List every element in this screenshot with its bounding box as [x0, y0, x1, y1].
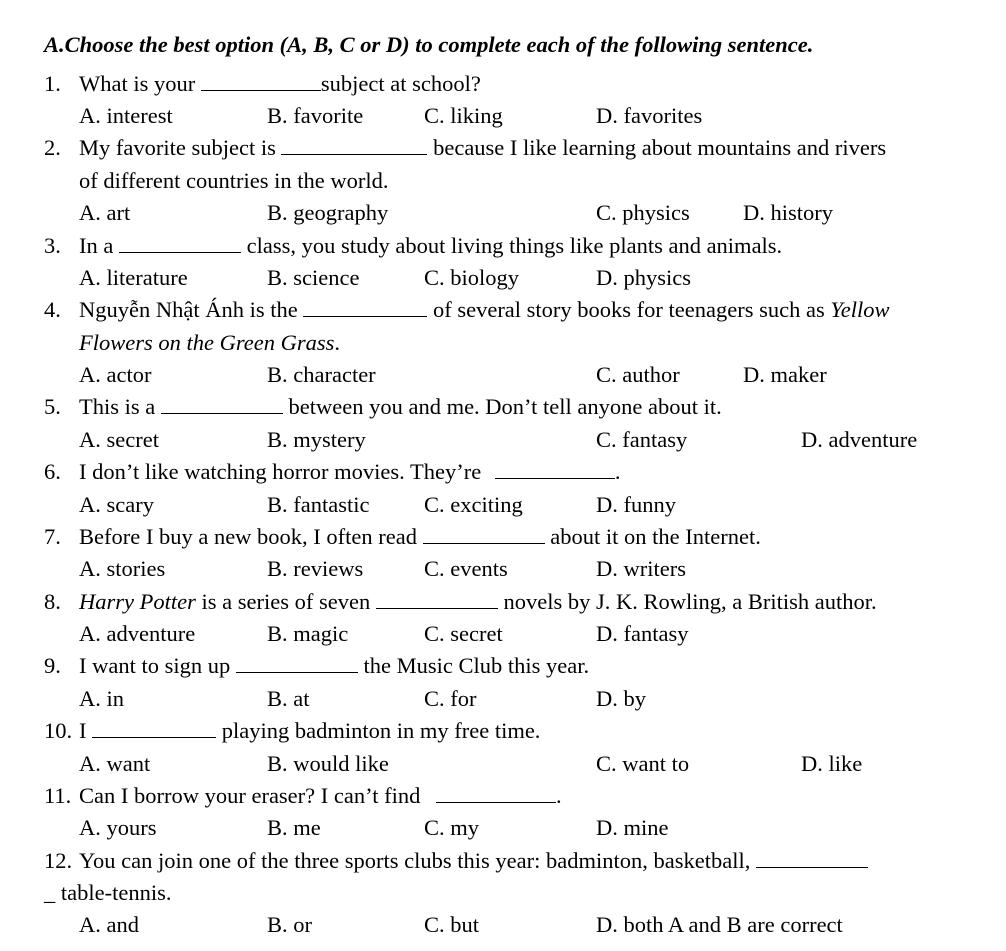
option-d[interactable]: D. by	[596, 686, 646, 711]
option-b[interactable]: B. mystery	[267, 427, 366, 452]
question-text: What is your subject at school?	[79, 71, 481, 96]
option-c[interactable]: C. secret	[424, 621, 503, 646]
option-a[interactable]: A. literature	[79, 265, 188, 290]
option-a[interactable]: A. stories	[79, 556, 166, 581]
option-c[interactable]: C. but	[424, 912, 480, 937]
question-text: Before I buy a new book, I often read about it on the Internet.	[79, 524, 761, 549]
question-number: 2.	[44, 135, 61, 160]
answer-blank[interactable]	[423, 528, 545, 544]
answer-blank[interactable]	[119, 237, 241, 253]
option-a[interactable]: A. adventure	[79, 621, 196, 646]
question-text: My favorite subject is because I like learning about mountains and rivers	[79, 135, 887, 160]
answer-blank[interactable]	[236, 657, 358, 673]
question-number: 8.	[44, 589, 61, 614]
option-b[interactable]: B. fantastic	[267, 492, 370, 517]
option-b[interactable]: B. magic	[267, 621, 349, 646]
question-text: Nguyễn Nhật Ánh is the of several story books for teenagers such as Yellow	[79, 297, 890, 322]
question-text: In a class, you study about living things like plants and animals.	[79, 233, 783, 258]
answer-blank[interactable]	[92, 722, 216, 738]
question-text: I don’t like watching horror movies. They’re .	[79, 459, 621, 484]
option-c[interactable]: C. fantasy	[596, 427, 688, 452]
question-number: 6.	[44, 459, 61, 484]
option-a[interactable]: A. interest	[79, 103, 173, 128]
option-d[interactable]: D. both A and B are correct	[596, 912, 843, 937]
option-a[interactable]: A. in	[79, 686, 124, 711]
answer-blank[interactable]	[161, 398, 283, 414]
option-a[interactable]: A. and	[79, 912, 139, 937]
option-b[interactable]: B. favorite	[267, 103, 364, 128]
question-text-cont: _ table-tennis.	[44, 880, 172, 905]
option-a[interactable]: A. scary	[79, 492, 154, 517]
question-text: I playing badminton in my free time.	[79, 718, 541, 743]
option-d[interactable]: D. physics	[596, 265, 691, 290]
option-c[interactable]: C. events	[424, 556, 508, 581]
option-d[interactable]: D. funny	[596, 492, 676, 517]
option-c[interactable]: C. exciting	[424, 492, 523, 517]
option-b[interactable]: B. geography	[267, 200, 389, 225]
question-text: This is a between you and me. Don’t tell anyone about it.	[79, 394, 722, 419]
option-c[interactable]: C. want to	[596, 751, 690, 776]
question-number: 4.	[44, 297, 61, 322]
option-d[interactable]: D. favorites	[596, 103, 703, 128]
option-c[interactable]: C. author	[596, 362, 680, 387]
question-text-cont: of different countries in the world.	[79, 168, 389, 193]
option-d[interactable]: D. mine	[596, 815, 669, 840]
answer-blank[interactable]	[201, 75, 321, 91]
option-d[interactable]: D. adventure	[801, 427, 918, 452]
question-number: 12.	[44, 848, 73, 873]
option-c[interactable]: C. for	[424, 686, 477, 711]
answer-blank[interactable]	[281, 139, 427, 155]
page-title: A.Choose the best option (A, B, C or D) to complete each of the following sentence.	[44, 32, 814, 57]
option-a[interactable]: A. yours	[79, 815, 157, 840]
option-b[interactable]: B. would like	[267, 751, 389, 776]
option-a[interactable]: A. actor	[79, 362, 152, 387]
option-b[interactable]: B. me	[267, 815, 321, 840]
option-b[interactable]: B. or	[267, 912, 312, 937]
option-a[interactable]: A. secret	[79, 427, 159, 452]
question-number: 3.	[44, 233, 61, 258]
answer-blank[interactable]	[436, 787, 556, 803]
answer-blank[interactable]	[303, 301, 427, 317]
option-d[interactable]: D. writers	[596, 556, 686, 581]
question-number: 11.	[44, 783, 72, 808]
question-number: 7.	[44, 524, 61, 549]
option-b[interactable]: B. at	[267, 686, 310, 711]
question-number: 10.	[44, 718, 73, 743]
question-text-cont: Flowers on the Green Grass.	[79, 330, 341, 355]
answer-blank[interactable]	[376, 593, 498, 609]
option-d[interactable]: D. maker	[743, 362, 827, 387]
option-c[interactable]: C. biology	[424, 265, 520, 290]
question-number: 5.	[44, 394, 61, 419]
option-d[interactable]: D. fantasy	[596, 621, 689, 646]
option-a[interactable]: A. art	[79, 200, 131, 225]
option-d[interactable]: D. history	[743, 200, 833, 225]
question-text: Harry Potter is a series of seven novels by J. K. Rowling, a British author.	[79, 589, 877, 614]
option-c[interactable]: C. physics	[596, 200, 690, 225]
option-c[interactable]: C. my	[424, 815, 480, 840]
option-b[interactable]: B. character	[267, 362, 376, 387]
option-b[interactable]: B. science	[267, 265, 360, 290]
answer-blank[interactable]	[495, 463, 615, 479]
question-number: 9.	[44, 653, 61, 678]
question-text: Can I borrow your eraser? I can’t find .	[79, 783, 562, 808]
option-c[interactable]: C. liking	[424, 103, 503, 128]
question-text: You can join one of the three sports clubs this year: badminton, basketball,	[79, 850, 868, 873]
option-a[interactable]: A. want	[79, 751, 151, 776]
answer-blank[interactable]	[756, 852, 868, 868]
question-number: 1.	[44, 71, 61, 96]
question-text: I want to sign up the Music Club this year.	[79, 653, 590, 678]
option-b[interactable]: B. reviews	[267, 556, 364, 581]
option-d[interactable]: D. like	[801, 751, 863, 776]
